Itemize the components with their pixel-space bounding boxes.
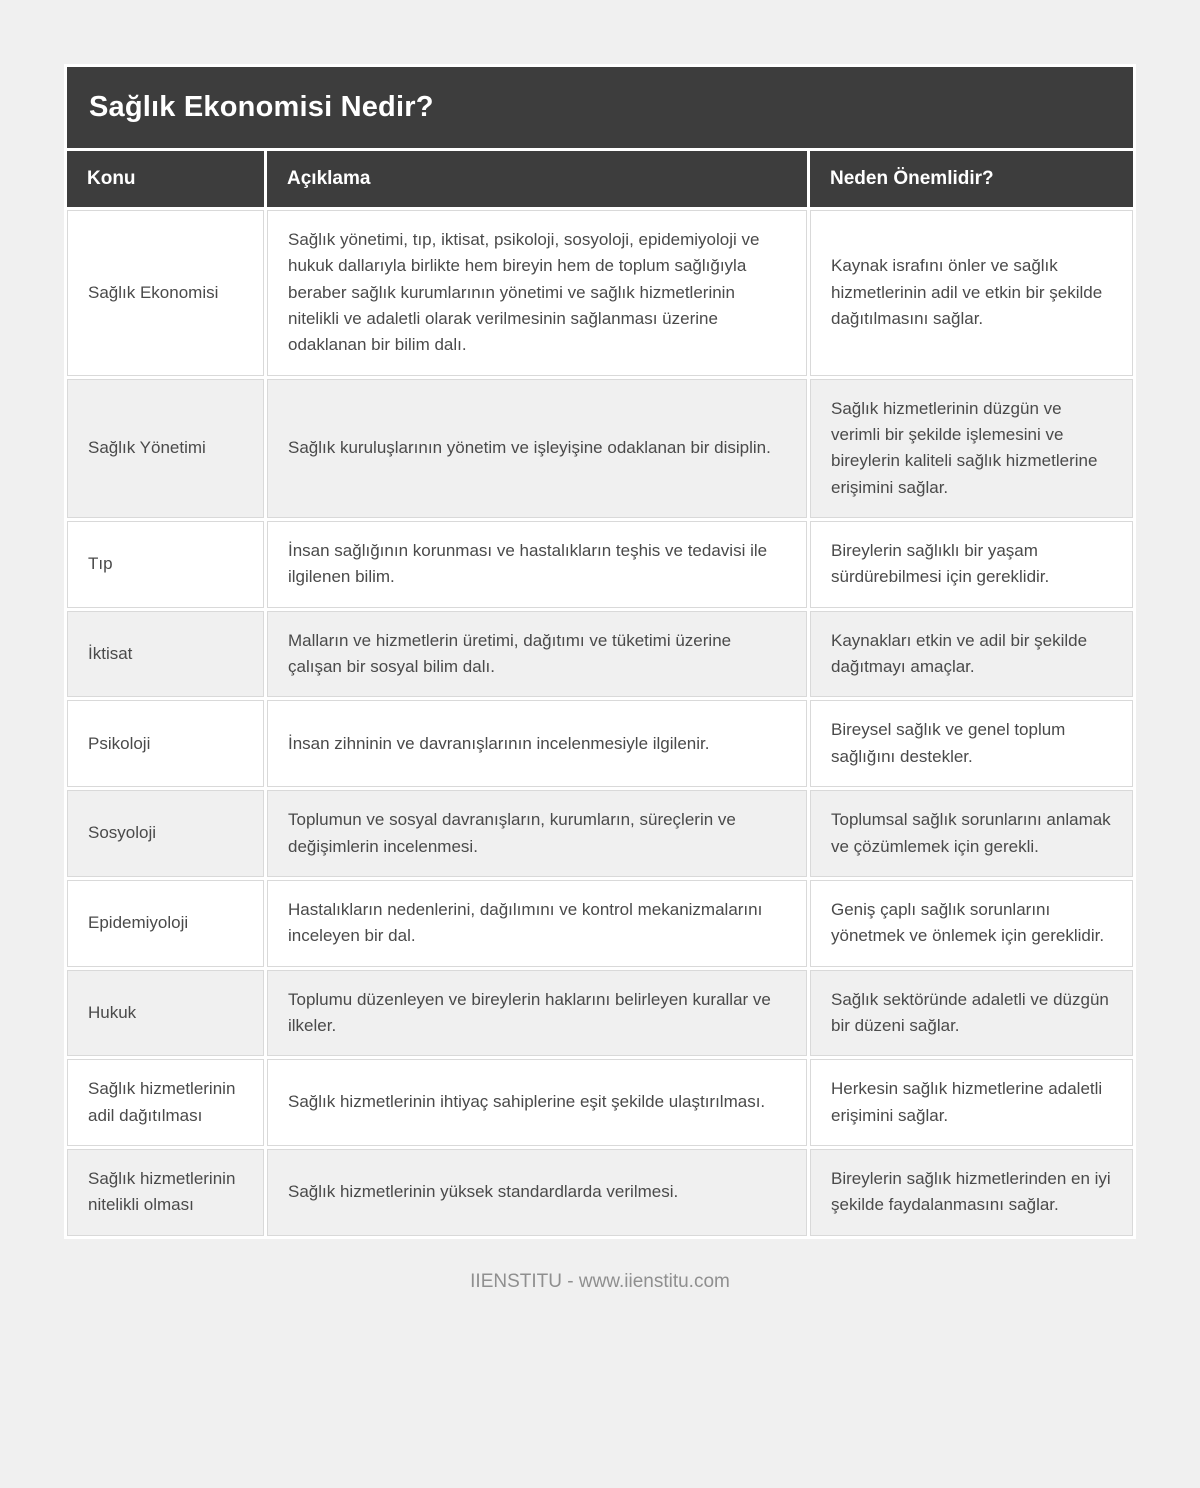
health-economics-table [64,64,1136,1239]
table-row-epidemiyoloji [67,880,1133,967]
table-row-psikoloji [67,700,1133,787]
footer-credit: IIENSTITU - www.iienstitu.com [470,1270,730,1292]
cell-aciklama: Hastalıkların nedenlerini, dağılımını ve kontrol mekanizmalarını inceleyen bir dal. [267,880,807,967]
cell-neden: Kaynakları etkin ve adil bir şekilde dağıtmayı amaçlar. [810,611,1133,698]
column-header-konu: Konu [67,151,264,207]
table-row-iktisat [67,611,1133,698]
table-row-adil-dagitilma [67,1059,1133,1146]
table-row-hukuk [67,970,1133,1057]
cell-konu: Sağlık Yönetimi [67,379,264,518]
table-row-saglik-ekonomisi [67,210,1133,376]
cell-konu: Psikoloji [67,700,264,787]
cell-aciklama: Sağlık hizmetlerinin yüksek standardlarda verilmesi. [267,1149,807,1236]
table-row-nitelikli-olma [67,1149,1133,1236]
cell-neden: Bireylerin sağlık hizmetlerinden en iyi şekilde faydalanmasını sağlar. [810,1149,1133,1236]
page-title: Sağlık Ekonomisi Nedir? [67,67,1133,148]
column-header-neden: Neden Önemlidir? [810,151,1133,207]
cell-neden: Geniş çaplı sağlık sorunlarını yönetmek ve önlemek için gereklidir. [810,880,1133,967]
cell-konu: Tıp [67,521,264,608]
cell-neden: Bireysel sağlık ve genel toplum sağlığını destekler. [810,700,1133,787]
cell-aciklama: İnsan sağlığının korunması ve hastalıkların teşhis ve tedavisi ile ilgilenen bilim. [267,521,807,608]
cell-konu: Sağlık Ekonomisi [67,210,264,376]
cell-aciklama: İnsan zihninin ve davranışlarının incelenmesiyle ilgilenir. [267,700,807,787]
cell-konu: Sağlık hizmetlerinin adil dağıtılması [67,1059,264,1146]
cell-aciklama: Sağlık kuruluşlarının yönetim ve işleyişine odaklanan bir disiplin. [267,379,807,518]
cell-konu: Epidemiyoloji [67,880,264,967]
cell-neden: Toplumsal sağlık sorunlarını anlamak ve çözümlemek için gerekli. [810,790,1133,877]
column-header-aciklama: Açıklama [267,151,807,207]
cell-neden: Herkesin sağlık hizmetlerine adaletli erişimini sağlar. [810,1059,1133,1146]
title-row [67,67,1133,148]
cell-aciklama: Toplumu düzenleyen ve bireylerin haklarını belirleyen kurallar ve ilkeler. [267,970,807,1057]
cell-aciklama: Sağlık yönetimi, tıp, iktisat, psikoloji, sosyoloji, epidemiyoloji ve hukuk dallarıyla birlikte hem bireyin hem de toplum sağlığıyla beraber sağlık kurumlarının yönetimi ve sağlık hizmetlerinin nitelikli ve adaletli olarak verilmesinin sağlanması üzerine odaklanan bir bilim dalı. [267,210,807,376]
cell-neden: Sağlık hizmetlerinin düzgün ve verimli bir şekilde işlemesini ve bireylerin kaliteli sağlık hizmetlerine erişimini sağlar. [810,379,1133,518]
column-header-row [67,151,1133,207]
table-row-sosyoloji [67,790,1133,877]
cell-konu: Sağlık hizmetlerinin nitelikli olması [67,1149,264,1236]
cell-aciklama: Toplumun ve sosyal davranışların, kurumların, süreçlerin ve değişimlerin incelenmesi. [267,790,807,877]
cell-konu: Hukuk [67,970,264,1057]
cell-aciklama: Sağlık hizmetlerinin ihtiyaç sahiplerine eşit şekilde ulaştırılması. [267,1059,807,1146]
cell-neden: Sağlık sektöründe adaletli ve düzgün bir düzeni sağlar. [810,970,1133,1057]
cell-neden: Kaynak israfını önler ve sağlık hizmetlerinin adil ve etkin bir şekilde dağıtılmasını sağlar. [810,210,1133,376]
table-row-saglik-yonetimi [67,379,1133,518]
cell-konu: İktisat [67,611,264,698]
cell-konu: Sosyoloji [67,790,264,877]
table-row-tip [67,521,1133,608]
cell-aciklama: Malların ve hizmetlerin üretimi, dağıtımı ve tüketimi üzerine çalışan bir sosyal bilim dalı. [267,611,807,698]
cell-neden: Bireylerin sağlıklı bir yaşam sürdürebilmesi için gereklidir. [810,521,1133,608]
